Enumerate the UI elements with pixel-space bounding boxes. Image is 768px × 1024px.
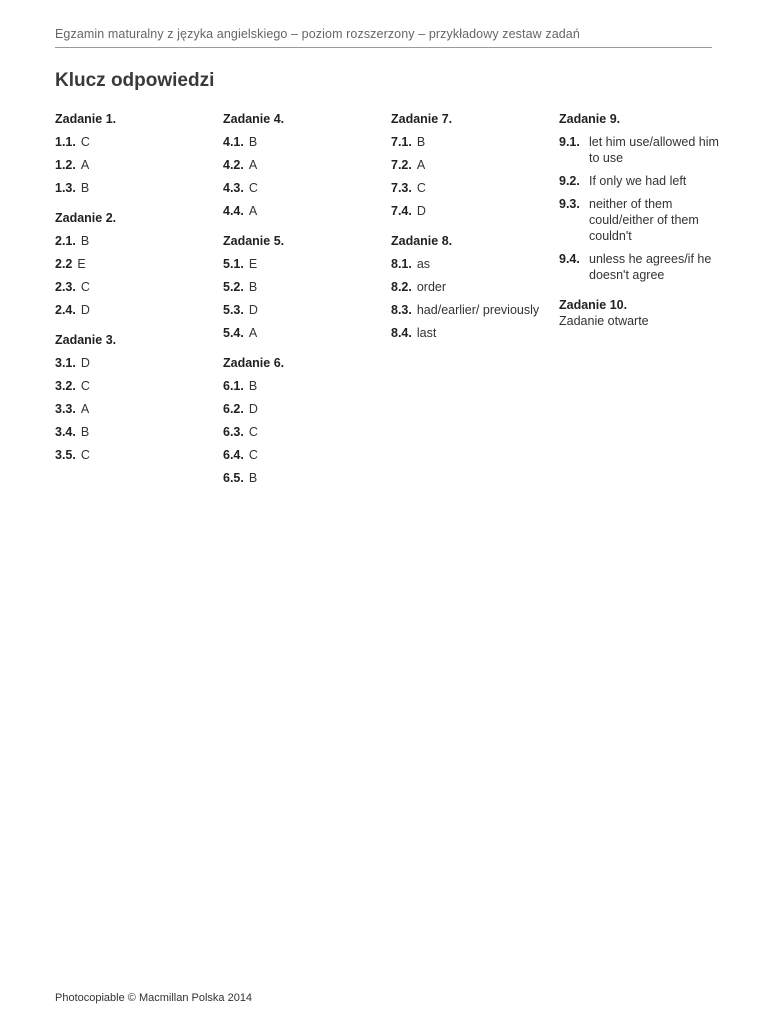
answer-value: A	[248, 204, 258, 218]
answer-column	[55, 111, 215, 477]
answer-row	[55, 180, 215, 196]
answer-row	[391, 279, 551, 295]
answer-number: 7.2.	[391, 158, 412, 172]
answer-value: C	[80, 448, 90, 462]
answer-number: 4.2.	[223, 158, 244, 172]
answer-value: last	[416, 326, 437, 340]
task-heading: Zadanie 5.	[223, 234, 285, 248]
answer-number: 6.4.	[223, 448, 244, 462]
task-block	[55, 332, 215, 463]
answer-value: D	[80, 356, 90, 370]
answer-number: 4.1.	[223, 135, 244, 149]
answer-number: 3.1.	[55, 356, 76, 370]
answer-row	[55, 401, 215, 417]
answer-row	[223, 470, 383, 486]
answer-row	[55, 302, 215, 318]
answer-number: 9.1.	[559, 135, 580, 149]
answer-row	[223, 180, 383, 196]
answer-number: 8.4.	[391, 326, 412, 340]
answer-value: C	[80, 135, 90, 149]
answer-number: 7.4.	[391, 204, 412, 218]
task-block	[55, 111, 215, 196]
answer-row	[55, 134, 215, 150]
answer-value: B	[416, 135, 426, 149]
answer-row	[223, 424, 383, 440]
answer-value: B	[80, 425, 90, 439]
answer-value: B	[248, 280, 258, 294]
answer-number: 8.2.	[391, 280, 412, 294]
answer-number: 3.4.	[55, 425, 76, 439]
answer-number: 9.4.	[559, 252, 580, 266]
answer-row	[223, 401, 383, 417]
answer-number: 8.1.	[391, 257, 412, 271]
answer-value: order	[416, 280, 447, 294]
answer-number: 3.3.	[55, 402, 76, 416]
answer-value: C	[80, 280, 90, 294]
answer-value: D	[80, 303, 90, 317]
answer-value: If only we had left	[589, 174, 687, 188]
task-heading: Zadanie 6.	[223, 356, 285, 370]
header-divider	[55, 47, 712, 48]
answer-row	[559, 251, 719, 283]
answer-number: 1.1.	[55, 135, 76, 149]
answer-number: 5.3.	[223, 303, 244, 317]
answer-value: B	[248, 471, 258, 485]
answer-value: B	[248, 379, 258, 393]
answer-number: 5.4.	[223, 326, 244, 340]
answer-row	[55, 424, 215, 440]
answer-column	[223, 111, 383, 500]
answer-value: E	[77, 257, 86, 271]
answer-value: A	[248, 158, 258, 172]
answer-number: 9.3.	[559, 197, 580, 211]
answer-row	[559, 173, 719, 189]
answer-value: unless he agrees/if he doesn't agree	[589, 252, 712, 282]
answer-value: A	[80, 158, 90, 172]
answer-row	[55, 355, 215, 371]
answer-row	[559, 196, 719, 244]
answer-number: 1.2.	[55, 158, 76, 172]
answer-value: as	[416, 257, 431, 271]
answer-row	[223, 325, 383, 341]
answer-value: C	[248, 181, 258, 195]
answer-row	[391, 180, 551, 196]
answer-row	[559, 134, 719, 166]
answer-number: 6.2.	[223, 402, 244, 416]
answer-row	[223, 378, 383, 394]
task-heading: Zadanie 9.	[559, 112, 621, 126]
answer-row	[391, 203, 551, 219]
answer-number: 5.1.	[223, 257, 244, 271]
answer-row	[223, 134, 383, 150]
task-block	[391, 233, 551, 341]
answer-number: 2.3.	[55, 280, 76, 294]
answer-column	[559, 111, 719, 343]
task-heading: Zadanie 2.	[55, 211, 117, 225]
task-block	[55, 210, 215, 318]
task-heading: Zadanie 1.	[55, 112, 117, 126]
answer-row	[223, 157, 383, 173]
answer-number: 2.1.	[55, 234, 76, 248]
answer-number: 7.1.	[391, 135, 412, 149]
answer-number: 4.3.	[223, 181, 244, 195]
answer-number: 3.5.	[55, 448, 76, 462]
answer-value: A	[416, 158, 426, 172]
task-block	[223, 355, 383, 486]
answer-value: B	[248, 135, 258, 149]
task-heading: Zadanie 8.	[391, 234, 453, 248]
answer-row	[223, 302, 383, 318]
task-block	[223, 111, 383, 219]
answer-value: let him use/allowed him to use	[589, 135, 719, 165]
task-block	[391, 111, 551, 219]
answer-value: D	[248, 402, 258, 416]
answer-value: C	[416, 181, 426, 195]
task-block	[223, 233, 383, 341]
task-heading: Zadanie 4.	[223, 112, 285, 126]
answer-value: neither of them could/either of them couldn't	[589, 197, 699, 243]
answer-number: 5.2.	[223, 280, 244, 294]
answer-row	[55, 378, 215, 394]
answer-number: 1.3.	[55, 181, 76, 195]
task-note: Zadanie otwarte	[559, 314, 649, 328]
answer-value: E	[248, 257, 258, 271]
page-footer: Photocopiable © Macmillan Polska 2014	[55, 992, 253, 1004]
answer-value: C	[248, 425, 258, 439]
answer-number: 6.5.	[223, 471, 244, 485]
answer-row	[391, 325, 551, 341]
answer-number: 2.4.	[55, 303, 76, 317]
answer-number: 3.2.	[55, 379, 76, 393]
answer-number: 4.4.	[223, 204, 244, 218]
answer-value: D	[416, 204, 426, 218]
task-block	[559, 111, 719, 283]
answer-row	[55, 233, 215, 249]
answer-row	[55, 447, 215, 463]
task-block	[559, 297, 719, 329]
answer-value: C	[248, 448, 258, 462]
task-heading: Zadanie 3.	[55, 333, 117, 347]
answer-row	[391, 302, 551, 318]
answer-value: A	[248, 326, 258, 340]
answer-number: 2.2	[55, 257, 73, 271]
answer-row	[391, 256, 551, 272]
answer-value: C	[80, 379, 90, 393]
answer-number: 6.1.	[223, 379, 244, 393]
answer-row	[223, 256, 383, 272]
answer-value: D	[248, 303, 258, 317]
answer-row	[223, 203, 383, 219]
task-heading: Zadanie 10.	[559, 298, 628, 312]
answer-row	[55, 256, 215, 272]
answer-number: 9.2.	[559, 174, 580, 188]
page-header: Egzamin maturalny z języka angielskiego – poziom rozszerzony – przykładowy zestaw zadań	[55, 27, 580, 41]
answer-row	[391, 157, 551, 173]
task-heading: Zadanie 7.	[391, 112, 453, 126]
page-title: Klucz odpowiedzi	[55, 70, 215, 91]
answer-number: 7.3.	[391, 181, 412, 195]
answer-value: A	[80, 402, 90, 416]
answer-row	[55, 157, 215, 173]
answer-row	[223, 279, 383, 295]
answer-value: B	[80, 181, 90, 195]
answer-row	[391, 134, 551, 150]
answer-row	[223, 447, 383, 463]
answer-column	[391, 111, 551, 355]
answer-number: 6.3.	[223, 425, 244, 439]
answer-value: B	[80, 234, 90, 248]
answer-number: 8.3.	[391, 303, 412, 317]
answer-value: had/earlier/ previously	[416, 303, 540, 317]
answer-row	[55, 279, 215, 295]
